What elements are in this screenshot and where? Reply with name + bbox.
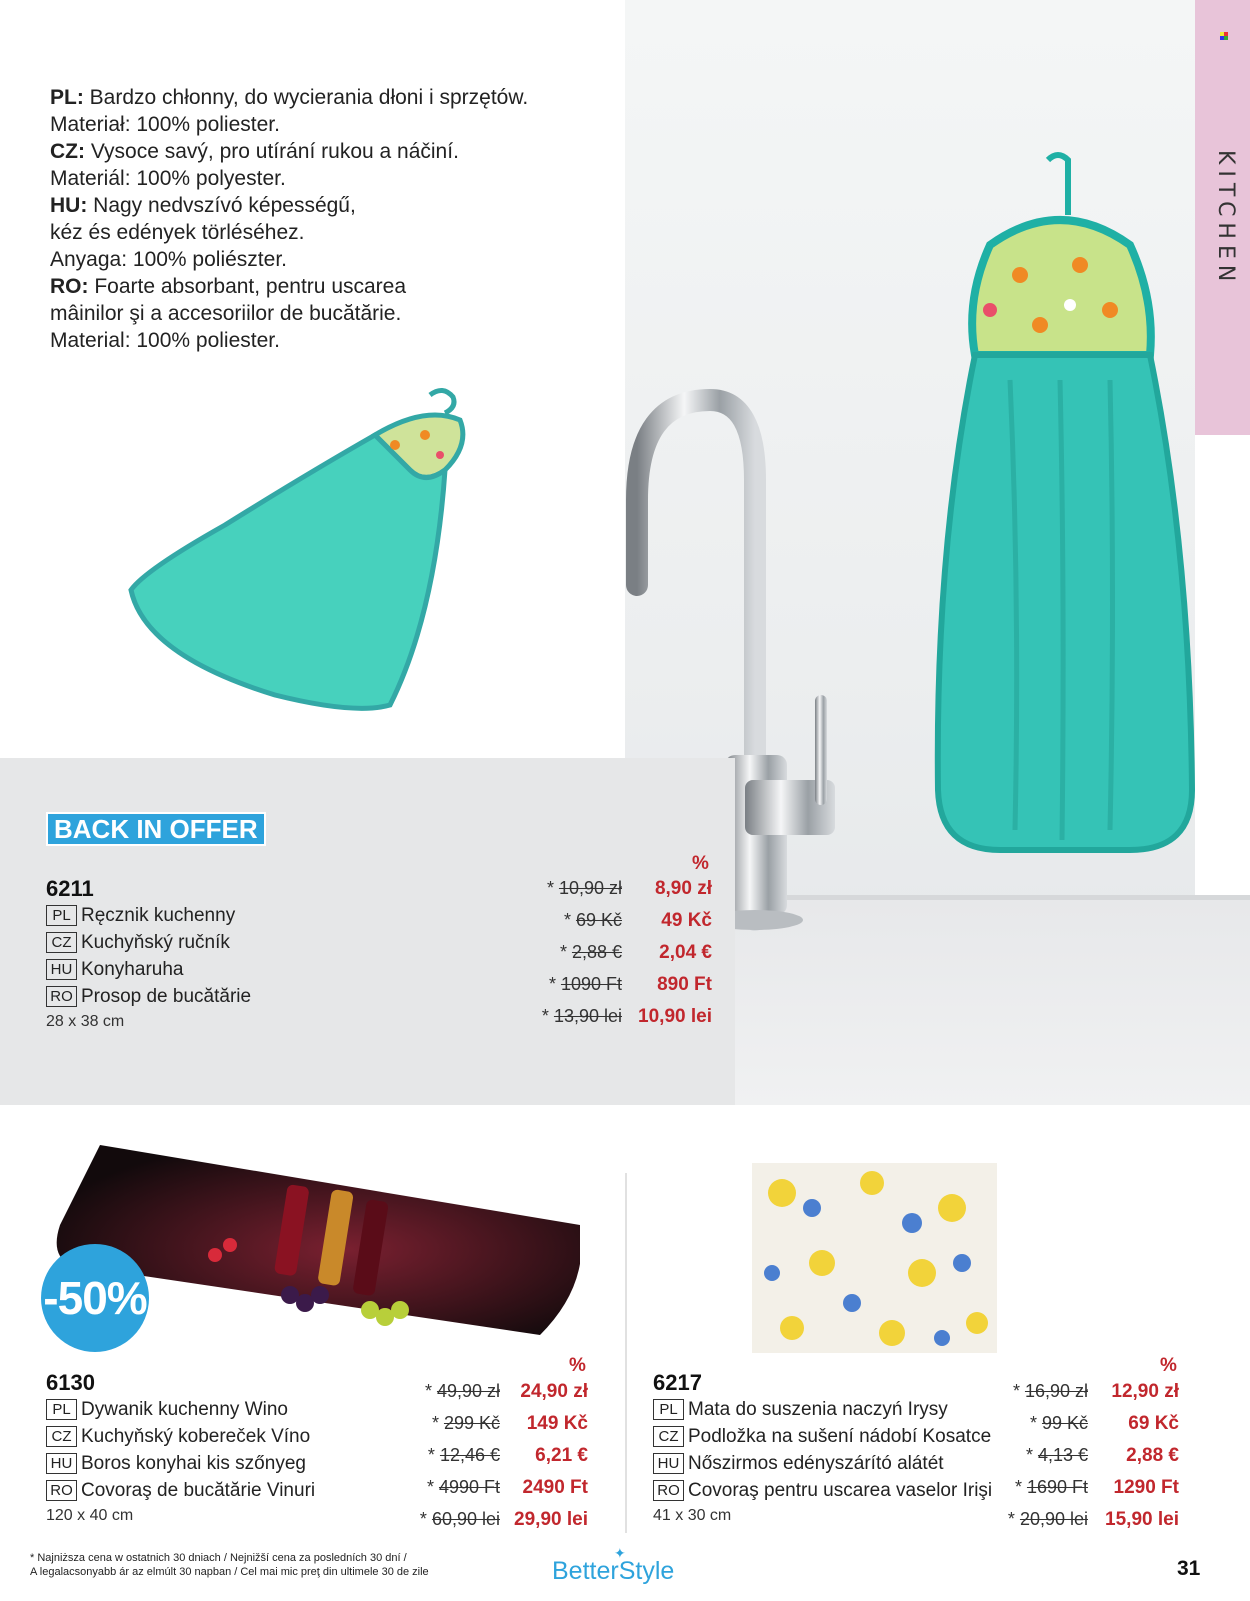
old-price: * 12,46 € — [427, 1445, 500, 1465]
product-name-hu: HU Konyharuha — [46, 959, 183, 981]
new-price: 6,21 € — [535, 1445, 588, 1466]
new-price: 24,90 zł — [520, 1381, 588, 1402]
color-dot-icon — [1220, 32, 1228, 40]
description-line: PL: Bardzo chłonny, do wycierania dłoni i sprzętów. — [50, 86, 529, 109]
old-price: * 99 Kč — [1029, 1413, 1088, 1433]
brand-logo: BetterStyle — [552, 1557, 675, 1585]
column-divider — [625, 1173, 627, 1533]
product-name-hu: HU Boros konyhai kis szőnyeg — [46, 1453, 306, 1475]
new-price: 1290 Ft — [1113, 1477, 1179, 1498]
new-price: 2,04 € — [659, 942, 712, 963]
old-price: * 2,88 € — [559, 942, 622, 962]
star-icon: ✦ — [614, 1545, 626, 1561]
old-price: * 20,90 lei — [1007, 1509, 1088, 1529]
old-price: * 299 Kč — [431, 1413, 500, 1433]
old-price: * 13,90 lei — [541, 1006, 622, 1026]
new-price: 890 Ft — [657, 974, 712, 995]
new-price: 69 Kč — [1128, 1413, 1179, 1434]
discount-percent-icon: % — [692, 853, 709, 874]
new-price: 149 Kč — [526, 1413, 588, 1434]
new-price: 2490 Ft — [522, 1477, 588, 1498]
product-name-pl: PL Ręcznik kuchenny — [46, 905, 235, 927]
new-price: 10,90 lei — [638, 1006, 712, 1027]
description-line: CZ: Vysoce savý, pro utírání rukou a náčiní. — [50, 140, 459, 163]
new-price: 15,90 lei — [1105, 1509, 1179, 1530]
new-price: 2,88 € — [1126, 1445, 1179, 1466]
hanging-towel-small — [125, 385, 480, 725]
product-name-pl: PL Mata do suszenia naczyń Irysy — [653, 1399, 948, 1421]
product-name-cz: CZ Kuchyňský ručník — [46, 932, 230, 954]
old-price: * 16,90 zł — [1012, 1381, 1088, 1401]
back-in-offer-badge: BACK IN OFFER — [46, 812, 266, 846]
new-price: 8,90 zł — [654, 878, 712, 899]
description-line: Anyaga: 100% poliészter. — [50, 248, 287, 271]
old-price: * 10,90 zł — [546, 878, 622, 898]
price-footnote — [30, 1551, 500, 1579]
description-line: Materiał: 100% poliester. — [50, 113, 280, 136]
old-price: * 4990 Ft — [426, 1477, 500, 1497]
footnote-line: * Najniższa cena w ostatnich 30 dniach / Nejnižší cena za posledních 30 dní / — [30, 1552, 407, 1564]
hanging-towel-large — [930, 150, 1200, 870]
product-name-pl: PL Dywanik kuchenny Wino — [46, 1399, 288, 1421]
new-price: 12,90 zł — [1111, 1381, 1179, 1402]
product-size: 120 x 40 cm — [46, 1507, 134, 1524]
old-price: * 4,13 € — [1025, 1445, 1088, 1465]
description-line: RO: Foarte absorbant, pentru uscarea — [50, 275, 407, 298]
product-size: 41 x 30 cm — [653, 1507, 732, 1524]
product-name-cz: CZ Kuchyňský kobereček Víno — [46, 1426, 310, 1448]
product-code: 6217 — [653, 1370, 702, 1395]
new-price: 29,90 lei — [514, 1509, 588, 1530]
product-code: 6130 — [46, 1370, 95, 1395]
iris-mat-image — [752, 1163, 997, 1353]
discount-badge: -50% — [41, 1244, 149, 1352]
product-name-ro: RO Covoraş pentru uscarea vaselor Irişi — [653, 1480, 992, 1502]
description-line: kéz és edények törléséhez. — [50, 221, 305, 244]
product-name-ro: RO Covoraş de bucătărie Vinuri — [46, 1480, 315, 1502]
product-name-ro: RO Prosop de bucătărie — [46, 986, 251, 1008]
discount-percent-icon: % — [1160, 1355, 1177, 1376]
product-description — [50, 84, 610, 354]
description-line: mâinilor şi a accesoriilor de bucătărie. — [50, 302, 402, 325]
old-price: * 69 Kč — [563, 910, 622, 930]
page-number: 31 — [1177, 1557, 1201, 1580]
description-line: HU: Nagy nedvszívó képességű, — [50, 194, 356, 217]
product-code: 6211 — [46, 876, 94, 901]
footnote-line: A legalacsonyabb ár az elmúlt 30 napban / Cel mai mic preţ din ultimele 30 de zile — [30, 1566, 429, 1578]
product-name-hu: HU Nőszirmos edényszárító alátét — [653, 1453, 944, 1475]
description-line: Materiál: 100% polyester. — [50, 167, 286, 190]
category-tab-label: KITCHEN — [1213, 150, 1238, 288]
product-size: 28 x 38 cm — [46, 1013, 125, 1030]
product-name-cz: CZ Podložka na sušení nádobí Kosatce — [653, 1426, 991, 1448]
old-price: * 1690 Ft — [1014, 1477, 1088, 1497]
new-price: 49 Kč — [661, 910, 712, 931]
old-price: * 1090 Ft — [548, 974, 622, 994]
discount-percent-icon: % — [569, 1355, 586, 1376]
description-line: Material: 100% poliester. — [50, 329, 280, 352]
old-price: * 60,90 lei — [419, 1509, 500, 1529]
old-price: * 49,90 zł — [424, 1381, 500, 1401]
